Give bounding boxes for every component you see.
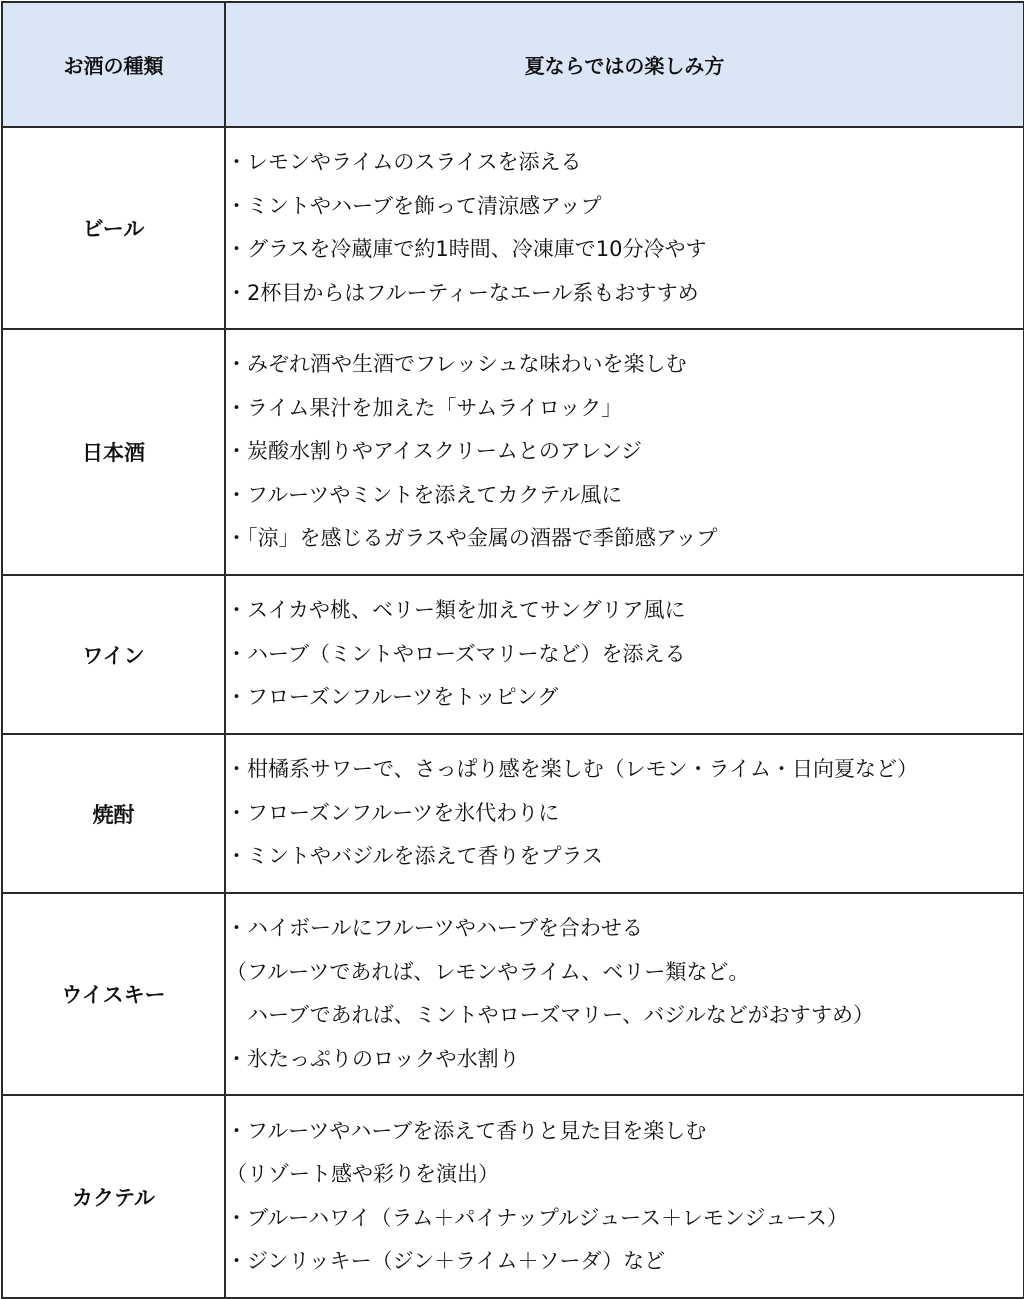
drink-kind-sake: 日本酒 <box>2 329 225 575</box>
tips-cocktail <box>225 1095 1024 1298</box>
tip-line: （リゾート感や彩りを演出） <box>226 1162 499 1186</box>
tip-line: ・ブルーハワイ（ラム＋パイナップルジュース＋レモンジュース） <box>226 1205 849 1230</box>
row-wine <box>2 575 1024 734</box>
tip-line: ・ミントやバジルを添えて香りをプラス <box>226 844 603 869</box>
tip-line: ・フローズンフルーツを氷代わりに <box>226 800 560 825</box>
tip-line: ・ライム果汁を加えた「サムライロック」 <box>226 395 623 420</box>
drink-kind-cocktail: カクテル <box>2 1095 225 1298</box>
tip-line: ・フローズンフルーツをトッピング <box>226 685 559 710</box>
drink-kind-beer: ビール <box>2 127 225 329</box>
drink-kind-wine: ワイン <box>2 575 225 734</box>
header-summer-enjoyment: 夏ならではの楽しみ方 <box>225 2 1024 127</box>
tip-line: ・柑橘系サワーで、さっぱり感を楽しむ（レモン・ライム・日向夏など） <box>226 757 918 782</box>
drink-kind-shochu: 焼酎 <box>2 734 225 893</box>
row-shochu <box>2 734 1024 893</box>
tip-line: ・グラスを冷蔵庫で約1時間、冷凍庫で10分冷やす <box>226 237 707 261</box>
tip-line: ・フルーツやハーブを添えて香りと見た目を楽しむ <box>226 1118 707 1143</box>
tip-line: ・フルーツやミントを添えてカクテル風に <box>226 482 623 507</box>
drink-kind-whisky: ウイスキー <box>2 893 225 1095</box>
tip-line: ・炭酸水割りやアイスクリームとのアレンジ <box>226 439 643 464</box>
tip-line: ・スイカや桃、ベリー類を加えてサングリア風に <box>226 598 686 623</box>
tip-line: ・ジンリッキー（ジン＋ライム＋ソーダ）など <box>226 1249 666 1273</box>
tips-whisky <box>225 893 1024 1095</box>
header-drink-type: お酒の種類 <box>2 2 225 127</box>
tips-shochu <box>225 734 1024 893</box>
tip-line: ・2杯目からはフルーティーなエール系もおすすめ <box>226 280 699 305</box>
tip-line: （フルーツであれば、レモンやライム、ベリー類など。 <box>226 959 750 984</box>
tip-line: ・ハーブ（ミントやローズマリーなど）を添える <box>226 641 686 666</box>
summer-drinks-table <box>1 1 1024 1299</box>
tip-line: ・みぞれ酒や生酒でフレッシュな味わいを楽しむ <box>226 352 687 377</box>
row-sake <box>2 329 1024 575</box>
header-row <box>2 2 1024 127</box>
row-whisky <box>2 893 1024 1095</box>
tip-line: ハーブであれば、ミントやローズマリー、バジルなどがおすすめ） <box>226 1003 874 1027</box>
tip-line: ・氷たっぷりのロックや水割り <box>226 1046 520 1071</box>
tip-line: ・ハイボールにフルーツやハーブを合わせる <box>226 916 643 940</box>
tips-sake <box>225 329 1024 575</box>
tip-line: ・レモンやライムのスライスを添える <box>226 150 582 174</box>
tip-line: ・「涼」を感じるガラスや金属の酒器で季節感アップ <box>226 526 718 551</box>
row-cocktail <box>2 1095 1024 1298</box>
tip-line: ・ミントやハーブを飾って清涼感アップ <box>226 193 602 218</box>
tips-beer <box>225 127 1024 329</box>
tips-wine <box>225 575 1024 734</box>
row-beer <box>2 127 1024 329</box>
